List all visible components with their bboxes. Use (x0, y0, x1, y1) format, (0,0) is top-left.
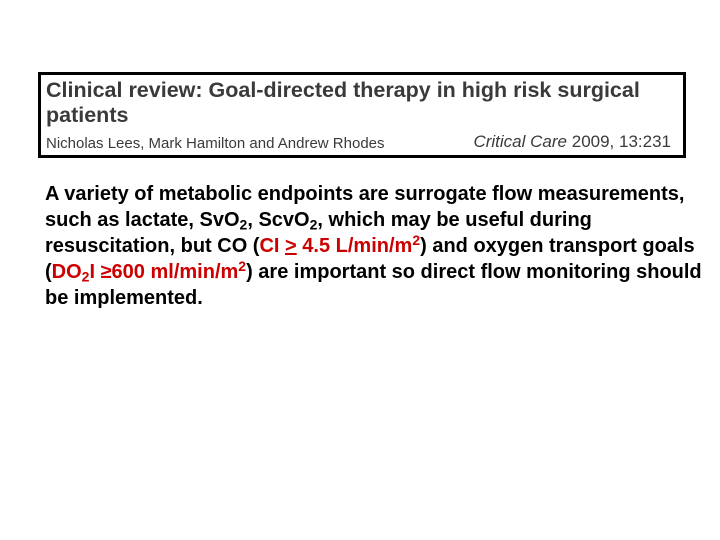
o-letter: O (223, 209, 240, 231)
subscript-two: 2 (239, 216, 248, 233)
subscript-two: 2 (309, 216, 318, 233)
body-paragraph (45, 181, 705, 311)
superscript-two: 2 (238, 258, 247, 274)
subscript-two: 2 (81, 268, 90, 285)
journal-year-volume: 2009, 13:231 (571, 132, 671, 151)
do-label: DO (51, 261, 82, 283)
journal-reference (473, 132, 671, 152)
article-title: Clinical review: Goal-directed therapy in high risk surgical patients (46, 78, 640, 127)
ci-value: 4.5 L/min/m (296, 235, 413, 257)
cardiac-index-goal (259, 232, 421, 257)
o-letter: O (294, 209, 310, 231)
oxygen-delivery-goal (51, 258, 247, 285)
text-segment: , which may be useful during resuscitation, but CO ( (45, 209, 592, 257)
ci-label: CI (259, 235, 286, 257)
text-segment: , Scv (247, 209, 295, 231)
article-authors: Nicholas Lees, Mark Hamilton and Andrew Rhodes (46, 135, 385, 152)
do-suffix: I ≥600 ml/min/m (89, 261, 239, 283)
text-segment: A variety of metabolic endpoints are surrogate flow measurements, such as lactate, Sv (45, 183, 685, 231)
citation-box (38, 72, 686, 158)
text-segment: ) are important so direct flow monitoring should be implemented. (45, 261, 702, 309)
journal-name: Critical Care (473, 132, 567, 151)
ge-symbol: > (285, 235, 297, 257)
superscript-two: 2 (412, 232, 421, 248)
text-segment: ) and oxygen transport goals ( (45, 235, 695, 283)
